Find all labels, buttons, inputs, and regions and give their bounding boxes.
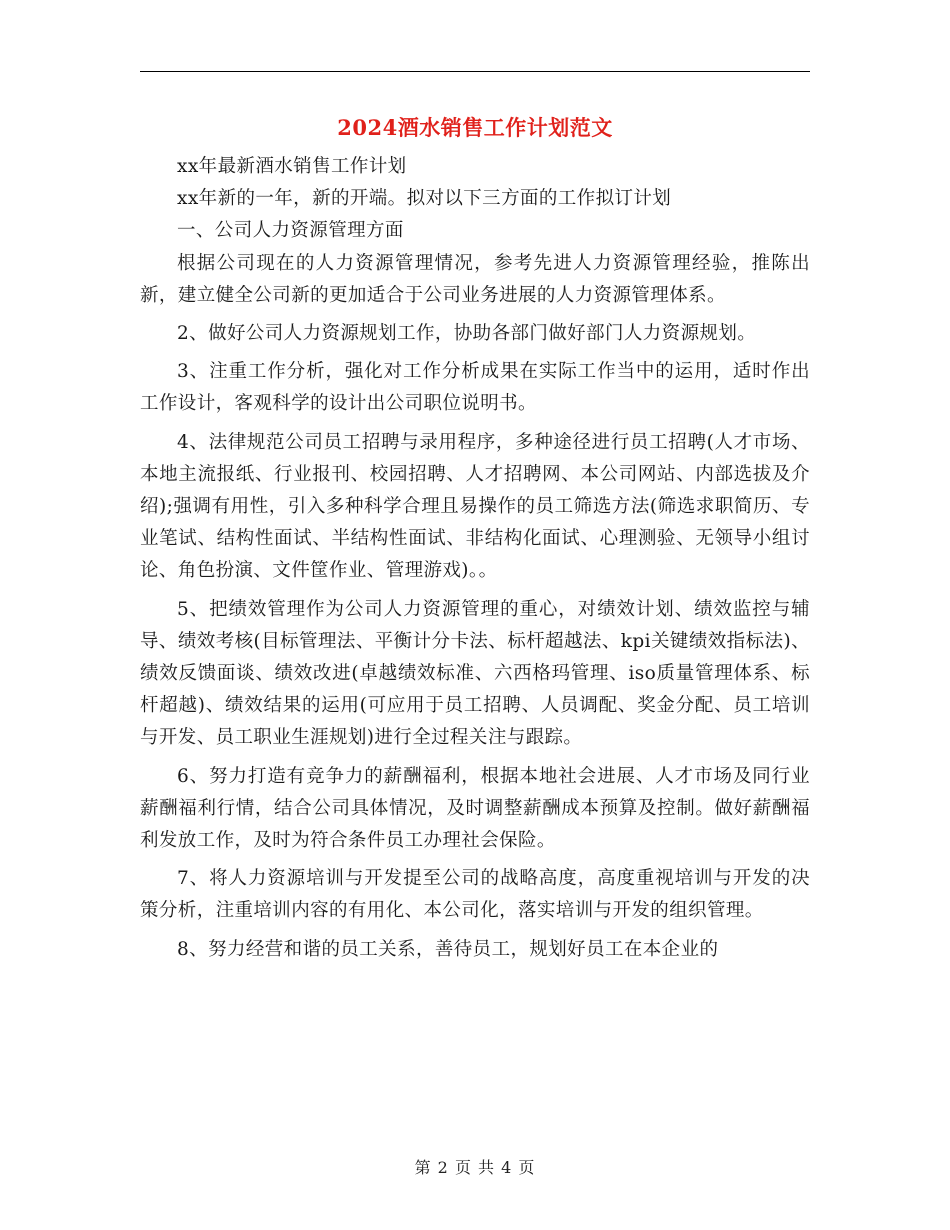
- paragraph-item-2: 2、做好公司人力资源规划工作，协助各部门做好部门人力资源规划。: [177, 323, 757, 345]
- header-rule: [140, 71, 810, 72]
- paragraph-item-8: 8、努力经营和谐的员工关系，善待员工，规划好员工在本企业的: [177, 938, 719, 960]
- paragraph-item-6: 6、努力打造有竞争力的薪酬福利，根据本地社会进展、人才市场及同行业薪酬福利行情，结合公司具体情况，及时调整薪酬成本预算及控制。做好薪酬福利发放工作，及时为符合条件员工办理社会保险。: [140, 765, 810, 852]
- paragraph-item-4: 4、法律规范公司员工招聘与录用程序，多种途径进行员工招聘(人才市场、本地主流报纸、行业报刊、校园招聘、人才招聘网、本公司网站、内部选拔及介绍);强调有用性，引入多种科学合理且易操作的员工筛选方法(筛选求职简历、专业笔试、结构性面试、半结构性面试、非结构化面试、心理测验、无领导小组讨论、角色扮演、文件筐作业、管理游戏)。。: [140, 431, 810, 582]
- document-body: [140, 151, 810, 972]
- paragraph-item-5: 5、把绩效管理作为公司人力资源管理的重心，对绩效计划、绩效监控与辅导、绩效考核(目标管理法、平衡计分卡法、标杆超越法、kpi关键绩效指标法)、绩效反馈面谈、绩效改进(卓越绩效标准、六西格玛管理、iso质量管理体系、标杆超越)、绩效结果的运用(可应用于员工招聘、人员调配、奖金分配、员工培训与开发、员工职业生涯规划)进行全过程关注与跟踪。: [140, 598, 810, 749]
- section-heading-hr: 一、公司人力资源管理方面: [177, 220, 404, 242]
- paragraph-intro-heading: xx年最新酒水销售工作计划: [177, 156, 407, 177]
- page-number-footer: 第 2 页 共 4 页: [414, 1158, 536, 1177]
- paragraph-item-1: 根据公司现在的人力资源管理情况，参考先进人力资源管理经验，推陈出新，建立健全公司新的更加适合于公司业务进展的人力资源管理体系。: [140, 252, 810, 306]
- document-title: 2024酒水销售工作计划范文: [337, 115, 613, 140]
- paragraph-item-7: 7、将人力资源培训与开发提至公司的战略高度，高度重视培训与开发的决策分析，注重培训内容的有用化、本公司化，落实培训与开发的组织管理。: [140, 868, 810, 922]
- paragraph-intro: xx年新的一年，新的开端。拟对以下三方面的工作拟订计划: [177, 188, 672, 210]
- paragraph-item-3: 3、注重工作分析，强化对工作分析成果在实际工作当中的运用，适时作出工作设计，客观科学的设计出公司职位说明书。: [140, 361, 810, 415]
